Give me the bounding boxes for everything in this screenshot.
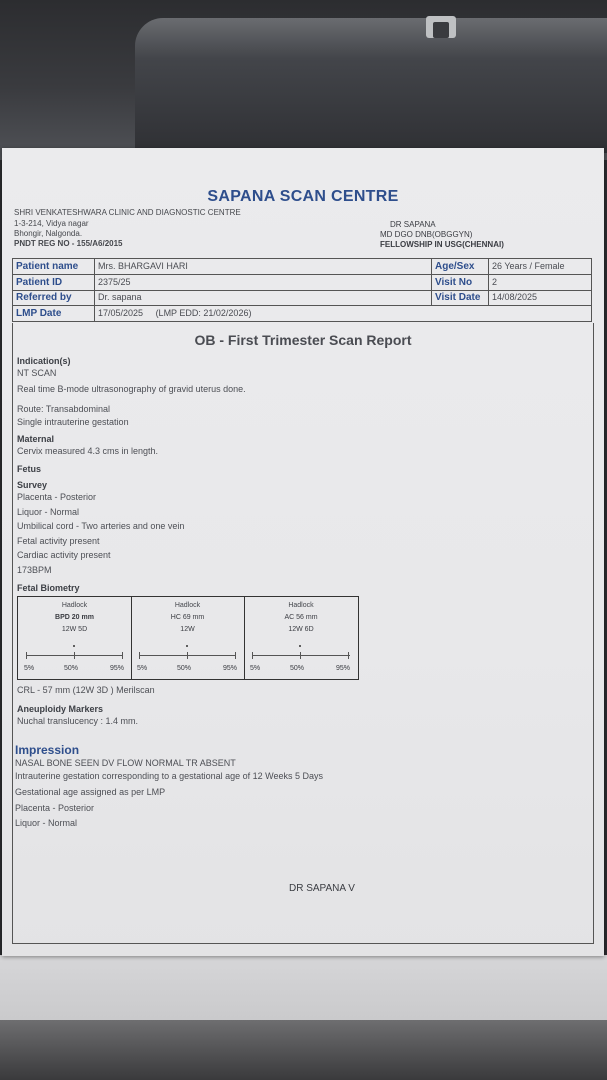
percentile-tick xyxy=(26,652,27,659)
biometry-method: Hadlock xyxy=(174,602,201,609)
clinic-reg-no: PNDT REG NO - 155/A6/2015 xyxy=(14,239,123,248)
percentile-label-50: 50% xyxy=(177,665,192,672)
doctor-qualification: MD DGO DNB(OBGGYN) xyxy=(380,230,473,239)
impression-line-5: Liquor - Normal xyxy=(15,818,78,828)
background-bottom xyxy=(0,1020,607,1080)
percentile-label-95: 95% xyxy=(223,665,238,672)
impression-line-4: Placenta - Posterior xyxy=(15,803,95,813)
percentile-label-50: 50% xyxy=(290,665,305,672)
biometry-method: Hadlock xyxy=(61,602,88,609)
referred-by-value: Dr. sapana xyxy=(95,290,432,306)
impression-line-3: Gestational age assigned as per LMP xyxy=(15,787,166,797)
lower-paper-sheet xyxy=(0,955,607,1025)
impression-line-2: Intrauterine gestation corresponding to a gestational age of 12 Weeks 5 Days xyxy=(15,771,324,781)
percentile-label-5: 5% xyxy=(137,665,148,672)
placenta-text: Placenta - Posterior xyxy=(17,492,97,502)
technique-text: Real time B-mode ultrasonography of gravid uterus done. xyxy=(17,384,246,394)
percentile-label-95: 95% xyxy=(336,665,351,672)
nuchal-translucency-text: Nuchal translucency : 1.4 mm. xyxy=(17,716,139,726)
patient-id-value: 2375/25 xyxy=(95,274,432,290)
clinic-address-line2: Bhongir, Nalgonda. xyxy=(14,229,83,238)
cardiac-activity-text: Cardiac activity present xyxy=(17,550,111,560)
laptop-lid xyxy=(135,18,607,153)
percentile-tick xyxy=(300,652,301,659)
clinic-address-line1: 1-3-214, Vidya nagar xyxy=(14,219,89,228)
percentile-label-50: 50% xyxy=(64,665,79,672)
percentile-marker xyxy=(73,645,75,647)
patient-name-label: Patient name xyxy=(13,259,95,275)
cervix-text: Cervix measured 4.3 cms in length. xyxy=(17,446,159,456)
impression-heading: Impression xyxy=(15,743,80,757)
percentile-tick xyxy=(235,652,236,659)
percentile-label-5: 5% xyxy=(250,665,261,672)
umbilical-cord-text: Umbilical cord - Two arteries and one vein xyxy=(17,521,185,531)
fetal-biometry-heading: Fetal Biometry xyxy=(17,583,80,593)
biometry-measurement: AC 56 mm xyxy=(284,614,318,621)
indication-heading: Indication(s) xyxy=(17,356,71,366)
report-paper xyxy=(2,148,604,956)
percentile-tick xyxy=(74,652,75,659)
fetal-biometry-table xyxy=(17,596,359,680)
percentile-axis xyxy=(252,655,350,656)
visit-date-label: Visit Date xyxy=(432,290,489,306)
percentile-marker xyxy=(299,645,301,647)
doctor-name: DR SAPANA xyxy=(390,220,436,229)
report-title: OB - First Trimester Scan Report xyxy=(194,332,412,348)
survey-heading: Survey xyxy=(17,480,48,490)
lmp-edd-value: (LMP EDD: 21/02/2026) xyxy=(155,308,252,319)
clinic-subtitle: SHRI VENKATESHWARA CLINIC AND DIAGNOSTIC CENTRE xyxy=(14,208,241,217)
crl-text: CRL - 57 mm (12W 3D ) Merilscan xyxy=(17,685,155,695)
biometry-cell-hc xyxy=(131,597,245,679)
lmp-date-cell xyxy=(95,306,592,322)
lmp-date-value: 17/05/2025 xyxy=(98,308,144,319)
referred-by-label: Referred by xyxy=(13,290,95,306)
visit-no-label: Visit No xyxy=(432,274,489,290)
percentile-tick xyxy=(139,652,140,659)
biometry-method: Hadlock xyxy=(288,602,314,609)
liquor-text: Liquor - Normal xyxy=(17,507,80,517)
percentile-marker xyxy=(186,645,188,647)
fetus-heading: Fetus xyxy=(17,464,42,474)
patient-id-label: Patient ID xyxy=(13,274,95,290)
biometry-cell-bpd xyxy=(18,597,132,679)
percentile-label-5: 5% xyxy=(24,665,35,672)
percentile-label-95: 95% xyxy=(110,665,125,672)
impression-line-1: NASAL BONE SEEN DV FLOW NORMAL TR ABSENT xyxy=(15,758,236,768)
visit-no-value: 2 xyxy=(489,274,592,290)
doctor-fellowship: FELLOWSHIP IN USG(CHENNAI) xyxy=(380,240,504,249)
clinic-title: SAPANA SCAN CENTRE xyxy=(207,188,399,205)
percentile-tick xyxy=(122,652,123,659)
fetal-activity-text: Fetal activity present xyxy=(17,536,100,546)
heart-rate-text: 173BPM xyxy=(17,565,52,575)
percentile-tick xyxy=(187,652,188,659)
binder-clip xyxy=(426,16,456,38)
doctor-signature: DR SAPANA V xyxy=(289,883,355,894)
patient-info-table xyxy=(12,258,592,322)
maternal-heading: Maternal xyxy=(17,434,55,444)
age-sex-value: 26 Years / Female xyxy=(489,259,592,275)
indication-text: NT SCAN xyxy=(17,368,57,378)
biometry-gestational-age: 12W xyxy=(180,626,195,633)
gestation-text: Single intrauterine gestation xyxy=(17,417,129,427)
age-sex-label: Age/Sex xyxy=(432,259,489,275)
visit-date-value: 14/08/2025 xyxy=(489,290,592,306)
biometry-cell-ac xyxy=(244,597,358,679)
aneuploidy-heading: Aneuploidy Markers xyxy=(17,704,104,714)
biometry-gestational-age: 12W 5D xyxy=(61,626,88,633)
percentile-tick xyxy=(252,652,253,659)
percentile-tick xyxy=(348,652,349,659)
biometry-measurement: BPD 20 mm xyxy=(55,614,94,621)
biometry-measurement: HC 69 mm xyxy=(170,614,205,621)
lmp-date-label: LMP Date xyxy=(13,306,95,322)
patient-name-value: Mrs. BHARGAVI HARI xyxy=(95,259,432,275)
biometry-gestational-age: 12W 6D xyxy=(288,626,314,633)
route-text: Route: Transabdominal xyxy=(17,404,111,414)
